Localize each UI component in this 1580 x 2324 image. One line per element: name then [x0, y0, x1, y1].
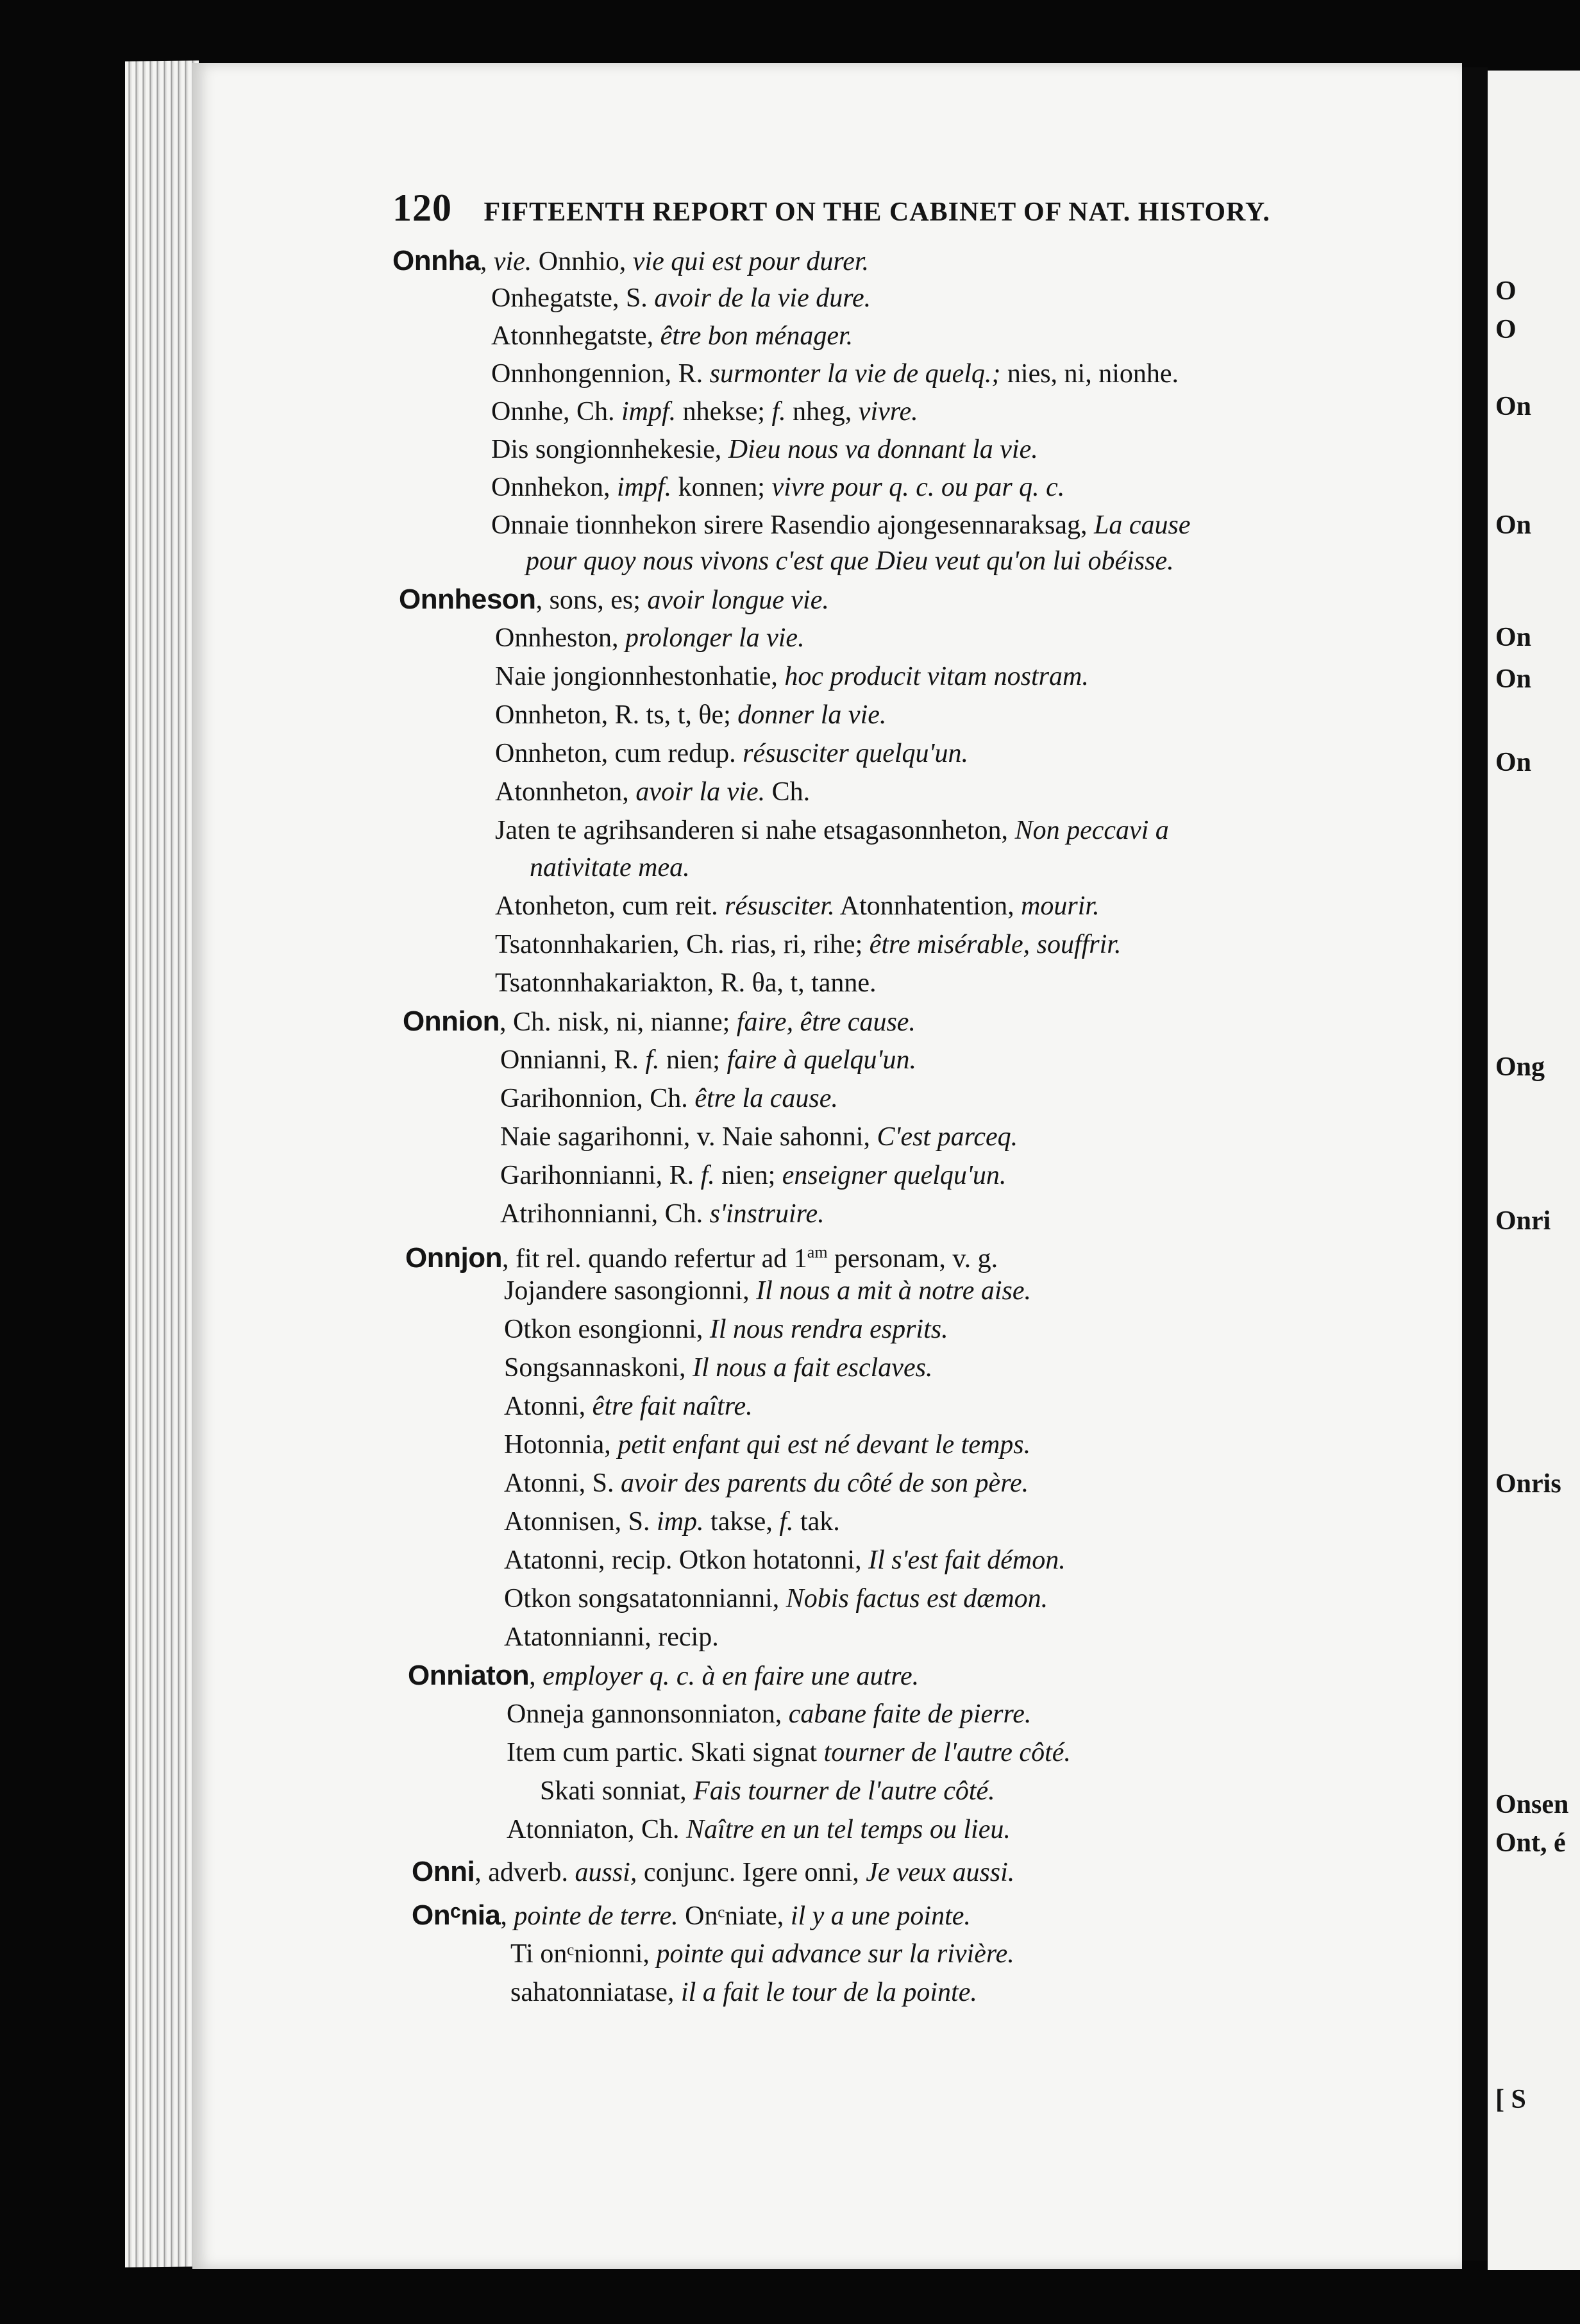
entry-line [500, 1157, 1006, 1194]
italic-gloss: Nobis factus est dæmon. [786, 1584, 1048, 1613]
entry-line [504, 1426, 1030, 1463]
entry-line [412, 1897, 971, 1935]
facing-page-headword: On [1495, 510, 1532, 540]
page-gutter [1462, 67, 1488, 2261]
entry-line [504, 1580, 1048, 1617]
entry-text: Otkon esongionni, [504, 1315, 710, 1344]
entry-text: Onnhekon, [491, 473, 617, 502]
entry-line [495, 696, 886, 734]
italic-gloss: f. [771, 397, 786, 426]
entry-text: Onnheston, [495, 623, 625, 653]
italic-gloss: avoir de la vie dure. [654, 283, 871, 313]
entry-line [495, 773, 810, 811]
entry-text: Naie jongionnhestonhatie, [495, 662, 785, 691]
entry-text: , [480, 247, 494, 276]
italic-gloss: tourner de l'autre côté. [823, 1738, 1071, 1767]
entry-text: Atonheton, cum reit. [495, 891, 725, 921]
entry-text: , [500, 1901, 514, 1931]
entry-text: personam, v. g. [827, 1244, 998, 1274]
facing-page-headword: Onri [1495, 1206, 1551, 1236]
entry-line [491, 469, 1064, 506]
entry-line [504, 1388, 753, 1425]
entry-text: nien; [714, 1161, 782, 1190]
entry-text: Atonnhegatste, [491, 321, 660, 351]
entry-line [495, 658, 1089, 695]
entry-text: Onhegatste, S. [491, 283, 655, 313]
facing-page-headword: On [1495, 664, 1532, 694]
italic-gloss: pointe qui advance sur la rivière. [656, 1939, 1014, 1969]
italic-gloss: avoir longue vie. [647, 585, 829, 615]
entry-text: Songsannaskoni, [504, 1353, 693, 1383]
headword: Onnion [403, 1006, 500, 1037]
entry-text: nien; [659, 1045, 727, 1075]
headword: Onniaton [408, 1660, 530, 1691]
italic-gloss: être misérable, souffrir. [869, 930, 1122, 959]
entry-line [504, 1311, 948, 1348]
headword: Onnha [392, 245, 480, 276]
italic-gloss: Il nous rendra esprits. [709, 1315, 948, 1344]
headword: Onᶜnia [412, 1899, 501, 1931]
entry-text: tak. [793, 1507, 840, 1537]
italic-gloss: donner la vie. [737, 700, 887, 730]
entry-text: Onnheton, cum redup. [495, 739, 743, 768]
entry-line [530, 849, 690, 886]
entry-text: konnen; [671, 473, 772, 502]
entry-line [500, 1118, 1018, 1156]
italic-gloss: nativitate mea. [530, 853, 690, 882]
entry-line [504, 1619, 719, 1656]
entry-line [507, 1734, 1071, 1771]
entry-line [491, 393, 918, 430]
italic-gloss: il y a une pointe. [790, 1901, 971, 1931]
entry-text: sahatonniatase, [510, 1978, 681, 2007]
italic-gloss: vivre pour q. c. ou par q. c. [771, 473, 1065, 502]
entry-line [403, 1003, 916, 1041]
italic-gloss: Non peccavi a [1014, 816, 1169, 845]
book-page-edges [125, 60, 199, 2267]
italic-gloss: avoir des parents du côté de son père. [621, 1469, 1029, 1498]
entry-line [408, 1657, 919, 1695]
entry-line [510, 1935, 1014, 1973]
italic-gloss: mourir. [1021, 891, 1100, 921]
facing-page-headword: On [1495, 748, 1532, 777]
headword: Onnjon [405, 1242, 502, 1274]
italic-gloss: enseigner quelqu'un. [782, 1161, 1007, 1190]
entry-line [504, 1542, 1066, 1579]
entry-line [495, 926, 1122, 963]
italic-gloss: faire à quelqu'un. [727, 1045, 917, 1075]
entry-line [491, 317, 853, 355]
italic-gloss: s'instruire. [709, 1199, 825, 1229]
entry-text: Dis songionnhekesie, [491, 435, 728, 464]
entry-line [412, 1853, 1014, 1891]
facing-page-headword: On [1495, 623, 1532, 652]
italic-gloss: Dieu nous va donnant la vie. [728, 435, 1038, 464]
facing-page-headword: Onsen [1495, 1790, 1569, 1819]
entry-text: Onᶜniate, [678, 1901, 791, 1931]
italic-gloss: vivre. [858, 397, 918, 426]
entry-text: Jaten te agrihsanderen si nahe etsagasonnheton, [495, 816, 1015, 845]
entry-line [495, 964, 877, 1002]
entry-line [507, 1811, 1011, 1848]
facing-page-fragment [1488, 71, 1580, 2270]
entry-text: am [807, 1243, 828, 1261]
italic-gloss: il a fait le tour de la pointe. [680, 1978, 977, 2007]
entry-line [405, 1234, 998, 1277]
entry-text: nhekse; [676, 397, 772, 426]
entry-text: , [529, 1662, 543, 1691]
italic-gloss: être la cause. [694, 1084, 838, 1113]
entry-line [500, 1195, 825, 1233]
entry-text: , sons, es; [535, 585, 648, 615]
italic-gloss: employer q. c. à en faire une autre. [542, 1662, 920, 1691]
italic-gloss: avoir la vie. [635, 777, 766, 807]
entry-text: Onnhio, [532, 247, 633, 276]
facing-page-headword: [ S [1495, 2085, 1526, 2114]
headword: Onnheson [399, 584, 536, 615]
entry-text: , fit rel. quando refertur ad 1 [501, 1244, 807, 1274]
entry-line [392, 242, 869, 280]
entry-line [491, 355, 1179, 392]
italic-gloss: surmonter la vie de quelq.; [709, 359, 1001, 389]
italic-gloss: impf. [621, 397, 677, 426]
italic-gloss: résusciter. [725, 891, 835, 921]
entry-text: Garihonnianni, R. [500, 1161, 701, 1190]
entry-text: Onnianni, R. [500, 1045, 646, 1075]
entry-text: , Ch. nisk, ni, nianne; [499, 1007, 737, 1037]
entry-text: Atonni, [504, 1392, 592, 1421]
entry-text: Naie sagarihonni, v. Naie sahonni, [500, 1122, 877, 1152]
italic-gloss: La cause [1094, 510, 1191, 540]
entry-text: Onnhe, Ch. [491, 397, 621, 426]
entry-text: Ch. [765, 777, 811, 807]
entry-line [495, 735, 968, 772]
entry-line [491, 280, 871, 317]
entry-text: Atonni, S. [504, 1469, 621, 1498]
entry-text: Garihonnion, Ch. [500, 1084, 695, 1113]
running-title: FIFTEENTH REPORT ON THE CABINET OF NAT. HISTORY. [483, 198, 1270, 227]
italic-gloss: impf. [616, 473, 672, 502]
entry-text: nies, ni, nionhe. [1000, 359, 1179, 389]
entry-line [504, 1272, 1031, 1309]
italic-gloss: aussi, [575, 1858, 637, 1887]
entry-line [495, 888, 1100, 925]
entry-line [504, 1503, 840, 1540]
italic-gloss: hoc producit vitam nostram. [784, 662, 1089, 691]
facing-page-headword: O [1495, 315, 1517, 344]
entry-line [500, 1080, 838, 1117]
page-number: 120 [392, 187, 452, 229]
entry-line [504, 1349, 932, 1386]
entry-text: conjunc. Igere onni, [637, 1858, 866, 1887]
italic-gloss: résusciter quelqu'un. [743, 739, 969, 768]
entry-text: nheg, [786, 397, 859, 426]
entry-line [507, 1696, 1031, 1733]
italic-gloss: Fais tourner de l'autre côté. [693, 1776, 995, 1806]
italic-gloss: être bon ménager. [660, 321, 853, 351]
entry-text: Onnheton, R. ts, t, θe; [495, 700, 738, 730]
italic-gloss: pointe de terre. [514, 1901, 678, 1931]
facing-page-headword: Ont, é [1495, 1828, 1566, 1858]
italic-gloss: prolonger la vie. [625, 623, 805, 653]
entry-text: Onnhongennion, R. [491, 359, 710, 389]
italic-gloss: f. [779, 1507, 794, 1537]
entry-text: Ti onᶜnionni, [510, 1939, 657, 1969]
entry-text: Atonnisen, S. [504, 1507, 657, 1537]
entry-text: , adverb. [475, 1858, 575, 1887]
italic-gloss: petit enfant qui est né devant le temps. [618, 1430, 1031, 1460]
running-header [392, 186, 1380, 230]
entry-line [491, 431, 1038, 468]
entry-text: Tsatonnhakarien, Ch. rias, ri, rihe; [495, 930, 870, 959]
entry-text: Tsatonnhakariakton, R. θa, t, tanne. [495, 968, 877, 998]
entry-line [526, 543, 1174, 580]
italic-gloss: Naître en un tel temps ou lieu. [686, 1815, 1011, 1844]
entry-line [491, 507, 1191, 544]
italic-gloss: vie qui est pour durer. [632, 247, 870, 276]
italic-gloss: f. [645, 1045, 660, 1075]
entry-text: takse, [703, 1507, 780, 1537]
italic-gloss: imp. [657, 1507, 704, 1537]
italic-gloss: Je veux aussi. [866, 1858, 1015, 1887]
entry-text: Skati sonniat, [540, 1776, 694, 1806]
entry-text: Onnaie tionnhekon sirere Rasendio ajongesennaraksag, [491, 510, 1095, 540]
entry-line [510, 1974, 977, 2011]
italic-gloss: pour quoy nous vivons c'est que Dieu veut qu'on lui obéisse. [526, 546, 1174, 576]
entry-text: Atatonnianni, recip. [504, 1622, 719, 1652]
entry-text: Atrihonnianni, Ch. [500, 1199, 710, 1229]
entry-line [495, 619, 805, 657]
entry-line [399, 581, 829, 619]
entry-text: Atonniaton, Ch. [507, 1815, 686, 1844]
italic-gloss: f. [700, 1161, 715, 1190]
italic-gloss: être fait naître. [592, 1392, 753, 1421]
facing-page-headword: Onris [1495, 1469, 1561, 1499]
entry-text: Atatonni, recip. Otkon hotatonni, [504, 1545, 869, 1575]
entry-text: Item cum partic. Skati signat [507, 1738, 824, 1767]
entry-text: Otkon songsatatonnianni, [504, 1584, 786, 1613]
entry-text: Atonnhatention, [834, 891, 1021, 921]
entry-line [540, 1772, 995, 1810]
facing-page-headword: On [1495, 392, 1532, 421]
italic-gloss: vie. [493, 247, 532, 276]
entry-text: Hotonnia, [504, 1430, 618, 1460]
italic-gloss: Il s'est fait démon. [868, 1545, 1066, 1575]
entry-text: Atonnheton, [495, 777, 636, 807]
headword: Onni [412, 1856, 475, 1887]
italic-gloss: faire, être cause. [736, 1007, 916, 1037]
italic-gloss: cabane faite de pierre. [788, 1699, 1032, 1729]
italic-gloss: Il nous a mit à notre aise. [756, 1276, 1032, 1306]
italic-gloss: C'est parceq. [877, 1122, 1018, 1152]
facing-page-headword: O [1495, 276, 1517, 306]
entry-line [495, 812, 1169, 849]
entry-text: Onneja gannonsonniaton, [507, 1699, 789, 1729]
facing-page-headword: Ong [1495, 1052, 1545, 1082]
entry-line [504, 1465, 1029, 1502]
entry-text: Jojandere sasongionni, [504, 1276, 757, 1306]
entry-line [500, 1041, 916, 1079]
italic-gloss: Il nous a fait esclaves. [693, 1353, 933, 1383]
